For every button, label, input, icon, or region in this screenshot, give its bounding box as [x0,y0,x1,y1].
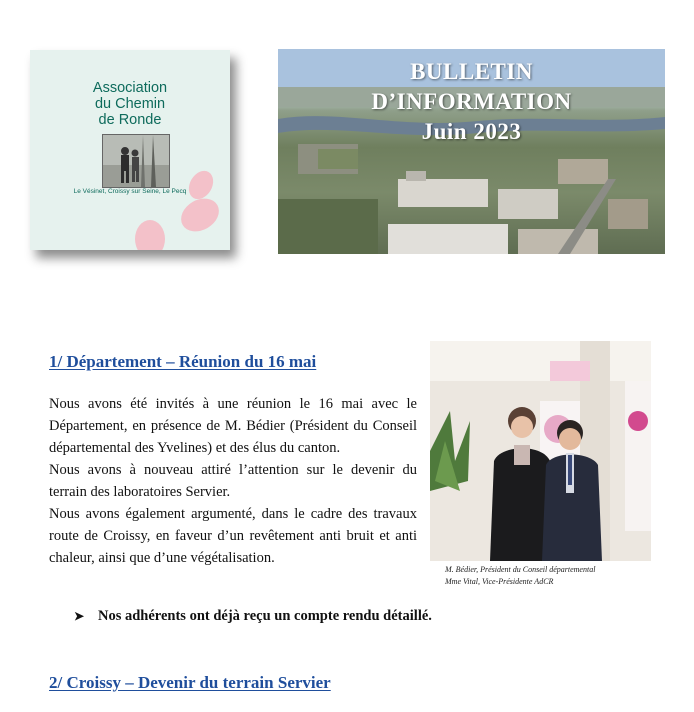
arrow-right-icon: ➤ [74,609,85,623]
photo-caption: M. Bédier, Président du Conseil départemental Mme Vital, Vice-Présidente AdCR [445,565,596,586]
logo-title: Association du Chemin de Ronde [92,80,168,128]
association-logo [30,50,230,250]
section1-body [49,393,417,569]
bulletin-banner [278,49,665,254]
section1-title: 1/ Département – Réunion du 16 mai [49,352,317,371]
logo-subtitle: Le Vésinet, Croissy sur Seine, Le Pecq [73,188,187,195]
meeting-photo [430,341,651,561]
logo-photo-walkers [102,134,170,188]
petal-decoration [135,220,165,250]
paragraph: Nous avons été invités à une réunion le 16 mai avec le Département, en présence de M. Bédier (Président du Conseil départemental des Yvelines) et des élus du canton. [49,396,417,456]
bullet-item: ➤ Nos adhérents ont déjà reçu un compte rendu détaillé. [74,608,432,624]
section2-title: 2/ Croissy – Devenir du terrain Servier [49,673,331,692]
paragraph: Nous avons à nouveau attiré l’attention sur le devenir du terrain des laboratoires Servier. [49,462,417,500]
banner-title: BULLETIN D’INFORMATION Juin 2023 [371,59,572,144]
paragraph: Nous avons également argumenté, dans le cadre des travaux route de Croissy, en faveur d’un revêtement anti bruit et anti chaleur, ainsi que d’une végétalisation. [49,506,417,566]
petal-decoration [184,167,218,204]
